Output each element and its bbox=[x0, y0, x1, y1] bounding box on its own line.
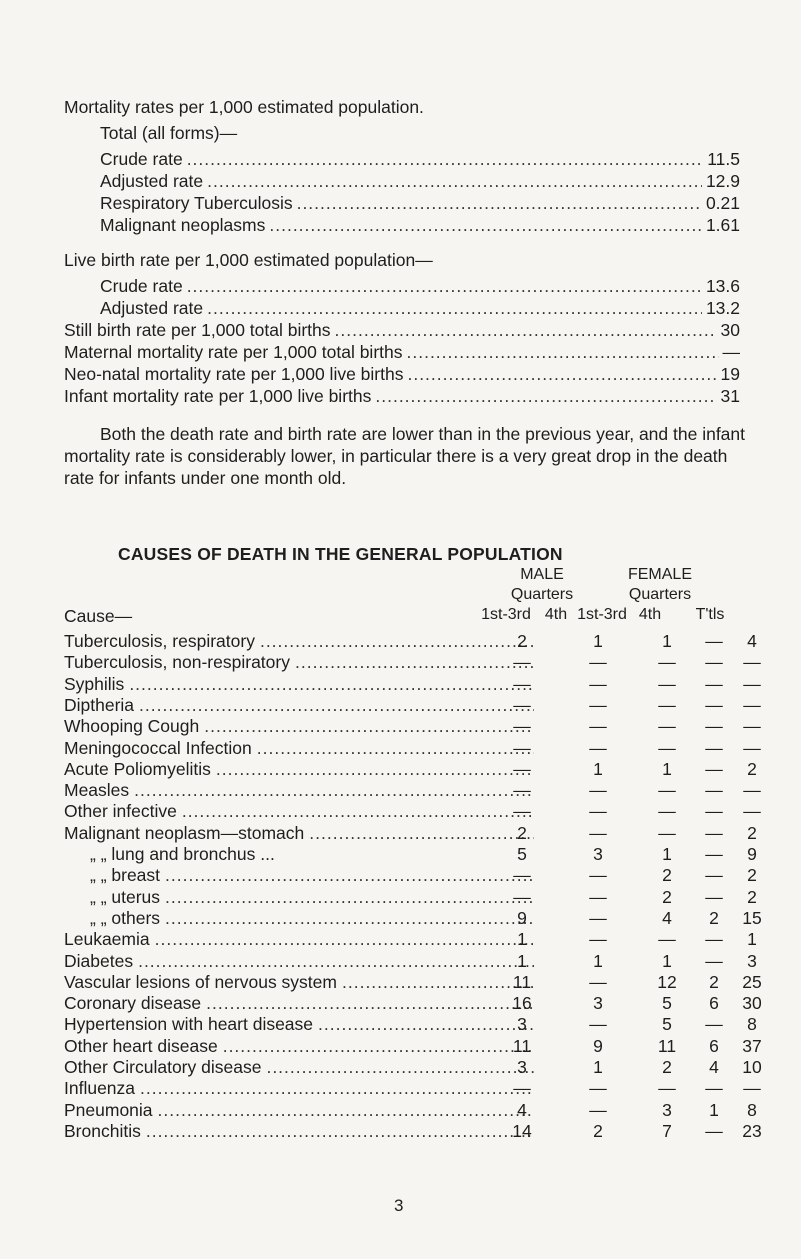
cause-cell bbox=[64, 1099, 534, 1121]
count-cell-m4: — bbox=[589, 694, 607, 715]
count-cell-m13: — bbox=[513, 737, 531, 758]
count-cell-m4: — bbox=[589, 716, 607, 737]
cause-cell bbox=[64, 758, 534, 780]
male-header: MALE bbox=[520, 566, 564, 583]
count-cell-m13: 2 bbox=[517, 822, 527, 843]
count-cell-f4: — bbox=[705, 865, 723, 886]
count-cell-f13: — bbox=[658, 652, 676, 673]
count-cell-f13: 3 bbox=[662, 1099, 672, 1120]
count-cell-m4: — bbox=[589, 822, 607, 843]
count-cell-m4: 1 bbox=[593, 631, 603, 651]
count-cell-m13: 11 bbox=[512, 971, 532, 992]
count-cell-f13: — bbox=[658, 716, 676, 737]
rate-value: 0.21 bbox=[705, 193, 740, 213]
rate-value: 11.5 bbox=[707, 149, 740, 169]
count-cell-m4: — bbox=[589, 801, 607, 822]
cause-label: Bronchitis bbox=[64, 1120, 141, 1141]
count-cell-f13: — bbox=[658, 822, 676, 843]
cause-label: Vascular lesions of nervous system bbox=[64, 971, 337, 992]
count-cell-m13: — bbox=[513, 886, 531, 907]
count-cell-f4: — bbox=[705, 737, 723, 758]
mortality-rate-row bbox=[100, 214, 740, 236]
mortality-rate-row bbox=[100, 170, 740, 192]
count-cell-f4: — bbox=[705, 801, 723, 822]
cause-label: Other Circulatory disease bbox=[64, 1057, 262, 1077]
count-cell-f13: — bbox=[658, 780, 676, 801]
male-q13-header: 1st-3rd bbox=[481, 606, 531, 623]
count-cell-f4: — bbox=[705, 631, 723, 651]
cause-label: Other heart disease bbox=[64, 1035, 218, 1056]
count-cell-f4: — bbox=[705, 822, 723, 843]
count-cell-f4: — bbox=[705, 673, 723, 694]
count-cell-f13: — bbox=[658, 673, 676, 694]
cause-label: Other infective bbox=[64, 801, 177, 822]
rate-value: 13.6 bbox=[705, 276, 740, 296]
table-row bbox=[64, 1035, 762, 1057]
count-cell-f4: — bbox=[705, 950, 723, 971]
count-cell-f4: — bbox=[705, 886, 723, 907]
count-cell-t: — bbox=[743, 673, 761, 694]
count-cell-m4: — bbox=[589, 865, 607, 886]
cause-label: Pneumonia bbox=[64, 1099, 153, 1120]
count-cell-f13: — bbox=[658, 737, 676, 758]
count-cell-f4: — bbox=[705, 694, 723, 715]
count-cell-m13: — bbox=[513, 1078, 531, 1099]
count-cell-m13: 4 bbox=[517, 1099, 527, 1120]
mortality-rate-row bbox=[100, 192, 740, 214]
cause-cell bbox=[64, 1056, 534, 1078]
count-cell-m4: 1 bbox=[593, 1057, 603, 1077]
count-cell-m4: — bbox=[589, 780, 607, 801]
count-cell-f13: 2 bbox=[662, 1057, 672, 1077]
count-cell-m4: 3 bbox=[593, 844, 603, 864]
table-row bbox=[64, 630, 757, 652]
causes-heading: CAUSES OF DEATH IN THE GENERAL POPULATION bbox=[118, 544, 563, 564]
cause-cell bbox=[64, 800, 534, 822]
count-cell-f4: — bbox=[705, 758, 723, 779]
rate-label: Still birth rate per 1,000 total births bbox=[64, 320, 331, 340]
count-cell-t: 37 bbox=[742, 1035, 762, 1056]
count-cell-f4: — bbox=[705, 780, 723, 801]
table-row bbox=[64, 971, 762, 993]
count-cell-f13: 1 bbox=[662, 758, 672, 779]
cause-cell bbox=[90, 843, 534, 865]
table-row bbox=[64, 715, 761, 737]
count-cell-m4: — bbox=[589, 971, 607, 992]
count-cell-m4: 9 bbox=[593, 1035, 603, 1056]
count-cell-f4: 1 bbox=[709, 1099, 719, 1120]
table-row bbox=[64, 950, 757, 972]
count-cell-f13: 5 bbox=[662, 993, 672, 1014]
count-cell-m13: 1 bbox=[517, 950, 527, 971]
count-cell-t: 2 bbox=[747, 886, 757, 907]
count-cell-m13: 9 bbox=[517, 907, 527, 928]
count-cell-f13: 4 bbox=[662, 907, 672, 928]
count-cell-t: 9 bbox=[747, 844, 757, 864]
rate-label: Crude rate bbox=[100, 149, 183, 169]
count-cell-m4: 1 bbox=[593, 950, 603, 971]
count-cell-f13: 11 bbox=[657, 1035, 677, 1056]
other-rate-row bbox=[64, 341, 740, 363]
count-cell-f13: 2 bbox=[662, 865, 672, 886]
count-cell-f13: 5 bbox=[662, 1014, 672, 1035]
count-cell-f4: — bbox=[705, 929, 723, 950]
rate-value: 30 bbox=[720, 320, 740, 340]
cause-cell bbox=[90, 907, 534, 929]
cause-cell bbox=[64, 1035, 534, 1057]
count-cell-f4: — bbox=[705, 1078, 723, 1099]
cause-label: Diptheria bbox=[64, 694, 135, 715]
count-cell-f13: 1 bbox=[662, 631, 672, 651]
count-cell-t: — bbox=[743, 652, 761, 673]
count-cell-t: 10 bbox=[742, 1057, 762, 1077]
count-cell-m13: — bbox=[513, 652, 531, 673]
count-cell-m13: 2 bbox=[517, 631, 527, 651]
cause-label: Hypertension with heart disease bbox=[64, 1014, 314, 1035]
rate-label: Adjusted rate bbox=[100, 171, 204, 191]
count-cell-m13: 3 bbox=[517, 1014, 527, 1035]
rate-value: 12.9 bbox=[705, 171, 740, 191]
count-cell-m4: — bbox=[589, 673, 607, 694]
count-cell-m4: — bbox=[589, 652, 607, 673]
cause-label: „ „ others bbox=[90, 907, 161, 928]
cause-cell bbox=[64, 950, 534, 972]
table-row bbox=[64, 864, 757, 886]
cause-label: Malignant neoplasm—stomach bbox=[64, 822, 305, 843]
rate-label: Adjusted rate bbox=[100, 298, 204, 318]
female-header: FEMALE bbox=[627, 566, 692, 583]
cause-cell bbox=[64, 715, 534, 737]
cause-label: „ „ lung and bronchus ... bbox=[90, 844, 275, 864]
count-cell-t: 3 bbox=[747, 950, 757, 971]
cause-label: Whooping Cough bbox=[64, 716, 200, 737]
count-cell-m4: — bbox=[589, 886, 607, 907]
cause-label: Tuberculosis, non-respiratory bbox=[64, 652, 290, 673]
table-row bbox=[64, 1056, 762, 1078]
count-cell-f4: 2 bbox=[709, 971, 719, 992]
cause-cell bbox=[64, 1120, 534, 1142]
rate-label: Neo-natal mortality rate per 1,000 live births bbox=[64, 364, 404, 384]
rate-value: 19 bbox=[720, 364, 740, 384]
cause-cell bbox=[64, 928, 534, 950]
table-row bbox=[64, 800, 761, 822]
count-cell-t: 23 bbox=[742, 1120, 762, 1141]
table-row bbox=[64, 758, 757, 780]
count-cell-t: 2 bbox=[747, 758, 757, 779]
rate-label: Respiratory Tuberculosis bbox=[100, 193, 293, 213]
cause-cell bbox=[64, 673, 534, 695]
count-cell-t: 15 bbox=[742, 907, 762, 928]
count-cell-f13: 12 bbox=[657, 971, 677, 992]
cause-label: Acute Poliomyelitis bbox=[64, 758, 211, 779]
live-birth-heading: Live birth rate per 1,000 estimated population— bbox=[64, 250, 433, 270]
count-cell-t: 8 bbox=[747, 1099, 757, 1120]
count-cell-m4: — bbox=[589, 737, 607, 758]
count-cell-t: 30 bbox=[742, 993, 762, 1014]
count-cell-m13: — bbox=[513, 780, 531, 801]
cause-cell bbox=[64, 971, 534, 993]
count-cell-m13: — bbox=[513, 758, 531, 779]
count-cell-f4: 6 bbox=[709, 993, 719, 1014]
count-cell-m4: 1 bbox=[593, 758, 603, 779]
count-cell-f13: — bbox=[658, 929, 676, 950]
rate-label: Crude rate bbox=[100, 276, 183, 296]
count-cell-t: — bbox=[743, 801, 761, 822]
rate-value: — bbox=[722, 342, 740, 362]
count-cell-t: — bbox=[743, 780, 761, 801]
table-row bbox=[64, 992, 762, 1014]
count-cell-m13: 11 bbox=[512, 1035, 532, 1056]
cause-header: Cause— bbox=[64, 606, 133, 626]
count-cell-t: — bbox=[743, 716, 761, 737]
other-rate-row bbox=[64, 385, 740, 407]
cause-cell bbox=[90, 886, 534, 908]
other-rate-row bbox=[64, 363, 740, 385]
cause-label: Coronary disease bbox=[64, 993, 202, 1014]
count-cell-t: — bbox=[743, 1078, 761, 1099]
count-cell-t: — bbox=[743, 737, 761, 758]
rate-label: Maternal mortality rate per 1,000 total births bbox=[64, 342, 403, 362]
count-cell-m13: — bbox=[513, 694, 531, 715]
cause-label: Tuberculosis, respiratory bbox=[64, 631, 255, 651]
cause-label: „ „ uterus bbox=[90, 886, 161, 907]
table-row bbox=[64, 1099, 757, 1121]
table-row bbox=[64, 737, 761, 759]
summary-paragraph: Both the death rate and birth rate are lower than in the previous year, and the infant mortality rate is considerably lower, in particular there is a very great drop in the death rate for infants under one month old. bbox=[64, 424, 746, 488]
cause-cell bbox=[64, 630, 534, 652]
cause-cell bbox=[64, 779, 534, 801]
total-label: Total (all forms)— bbox=[100, 123, 238, 143]
count-cell-t: 25 bbox=[742, 971, 762, 992]
count-cell-f13: — bbox=[658, 694, 676, 715]
cause-label: Meningococcal Infection bbox=[64, 737, 252, 758]
count-cell-m4: 2 bbox=[593, 1120, 603, 1141]
other-rate-row bbox=[64, 319, 740, 341]
count-cell-m13: — bbox=[513, 865, 531, 886]
rate-value: 13.2 bbox=[705, 298, 740, 318]
cause-cell bbox=[64, 1077, 534, 1099]
count-cell-m4: — bbox=[589, 929, 607, 950]
count-cell-m13: 14 bbox=[512, 1120, 532, 1141]
cause-cell bbox=[90, 864, 534, 886]
totals-header: T'tls bbox=[695, 606, 725, 623]
count-cell-m4: — bbox=[589, 1099, 607, 1120]
female-quarters-header: Quarters bbox=[628, 586, 692, 603]
count-cell-f13: — bbox=[658, 1078, 676, 1099]
table-row bbox=[64, 694, 761, 716]
cause-cell bbox=[64, 737, 534, 759]
male-quarters-header: Quarters bbox=[510, 586, 574, 603]
count-cell-t: 2 bbox=[747, 865, 757, 886]
table-row bbox=[64, 843, 757, 865]
mortality-heading: Mortality rates per 1,000 estimated population. bbox=[64, 97, 424, 117]
table-row bbox=[64, 907, 762, 929]
birth-rate-row bbox=[100, 297, 740, 319]
cause-label: „ „ breast bbox=[90, 865, 161, 886]
table-row bbox=[64, 928, 757, 950]
count-cell-f13: — bbox=[658, 801, 676, 822]
rate-label: Malignant neoplasms bbox=[100, 215, 266, 235]
count-cell-m4: 3 bbox=[593, 993, 603, 1014]
count-cell-m13: 5 bbox=[517, 844, 527, 864]
male-q4-header: 4th bbox=[544, 606, 568, 623]
cause-cell bbox=[64, 822, 534, 844]
count-cell-m4: — bbox=[589, 907, 607, 928]
count-cell-t: 4 bbox=[747, 631, 757, 651]
count-cell-f4: 4 bbox=[709, 1057, 719, 1077]
count-cell-f4: — bbox=[705, 652, 723, 673]
count-cell-t: 1 bbox=[747, 929, 757, 950]
birth-rate-row bbox=[100, 275, 740, 297]
count-cell-m13: — bbox=[513, 716, 531, 737]
cause-cell bbox=[64, 651, 534, 673]
count-cell-m13: 16 bbox=[512, 993, 532, 1014]
count-cell-m13: — bbox=[513, 673, 531, 694]
cause-label: Measles bbox=[64, 780, 130, 801]
count-cell-t: 2 bbox=[747, 822, 757, 843]
cause-label: Leukaemia bbox=[64, 929, 150, 950]
count-cell-f4: 6 bbox=[709, 1035, 719, 1056]
table-row bbox=[64, 673, 761, 695]
count-cell-f4: — bbox=[705, 1014, 723, 1035]
count-cell-m13: 1 bbox=[517, 929, 527, 950]
count-cell-t: 8 bbox=[747, 1014, 757, 1035]
cause-cell bbox=[64, 694, 534, 716]
table-row bbox=[64, 1013, 757, 1035]
count-cell-f13: 1 bbox=[662, 950, 672, 971]
cause-label: Syphilis bbox=[64, 673, 125, 694]
count-cell-t: — bbox=[743, 694, 761, 715]
count-cell-f4: — bbox=[705, 716, 723, 737]
cause-cell bbox=[64, 1013, 534, 1035]
table-row bbox=[64, 779, 761, 801]
count-cell-m13: — bbox=[513, 801, 531, 822]
rate-label: Infant mortality rate per 1,000 live births bbox=[64, 386, 372, 406]
table-row bbox=[64, 1120, 762, 1142]
page-number: 3 bbox=[394, 1196, 404, 1215]
rate-value: 31 bbox=[720, 386, 740, 406]
female-q4-header: 4th bbox=[638, 606, 662, 623]
count-cell-f13: 7 bbox=[662, 1120, 672, 1141]
rate-value: 1.61 bbox=[705, 215, 740, 235]
table-row bbox=[64, 1077, 761, 1099]
table-row bbox=[64, 886, 757, 908]
cause-cell bbox=[64, 992, 534, 1014]
cause-label: Diabetes bbox=[64, 950, 134, 971]
female-q13-header: 1st-3rd bbox=[577, 606, 627, 623]
count-cell-f4: 2 bbox=[709, 907, 719, 928]
table-row bbox=[64, 651, 761, 673]
count-cell-m4: — bbox=[589, 1078, 607, 1099]
table-row bbox=[64, 822, 757, 844]
mortality-rate-row bbox=[100, 148, 740, 170]
count-cell-f4: — bbox=[705, 844, 723, 864]
count-cell-m4: — bbox=[589, 1014, 607, 1035]
count-cell-f13: 2 bbox=[662, 886, 672, 907]
cause-label: Influenza bbox=[64, 1078, 136, 1099]
count-cell-f4: — bbox=[705, 1120, 723, 1141]
count-cell-f13: 1 bbox=[662, 844, 672, 864]
count-cell-m13: 3 bbox=[517, 1057, 527, 1077]
